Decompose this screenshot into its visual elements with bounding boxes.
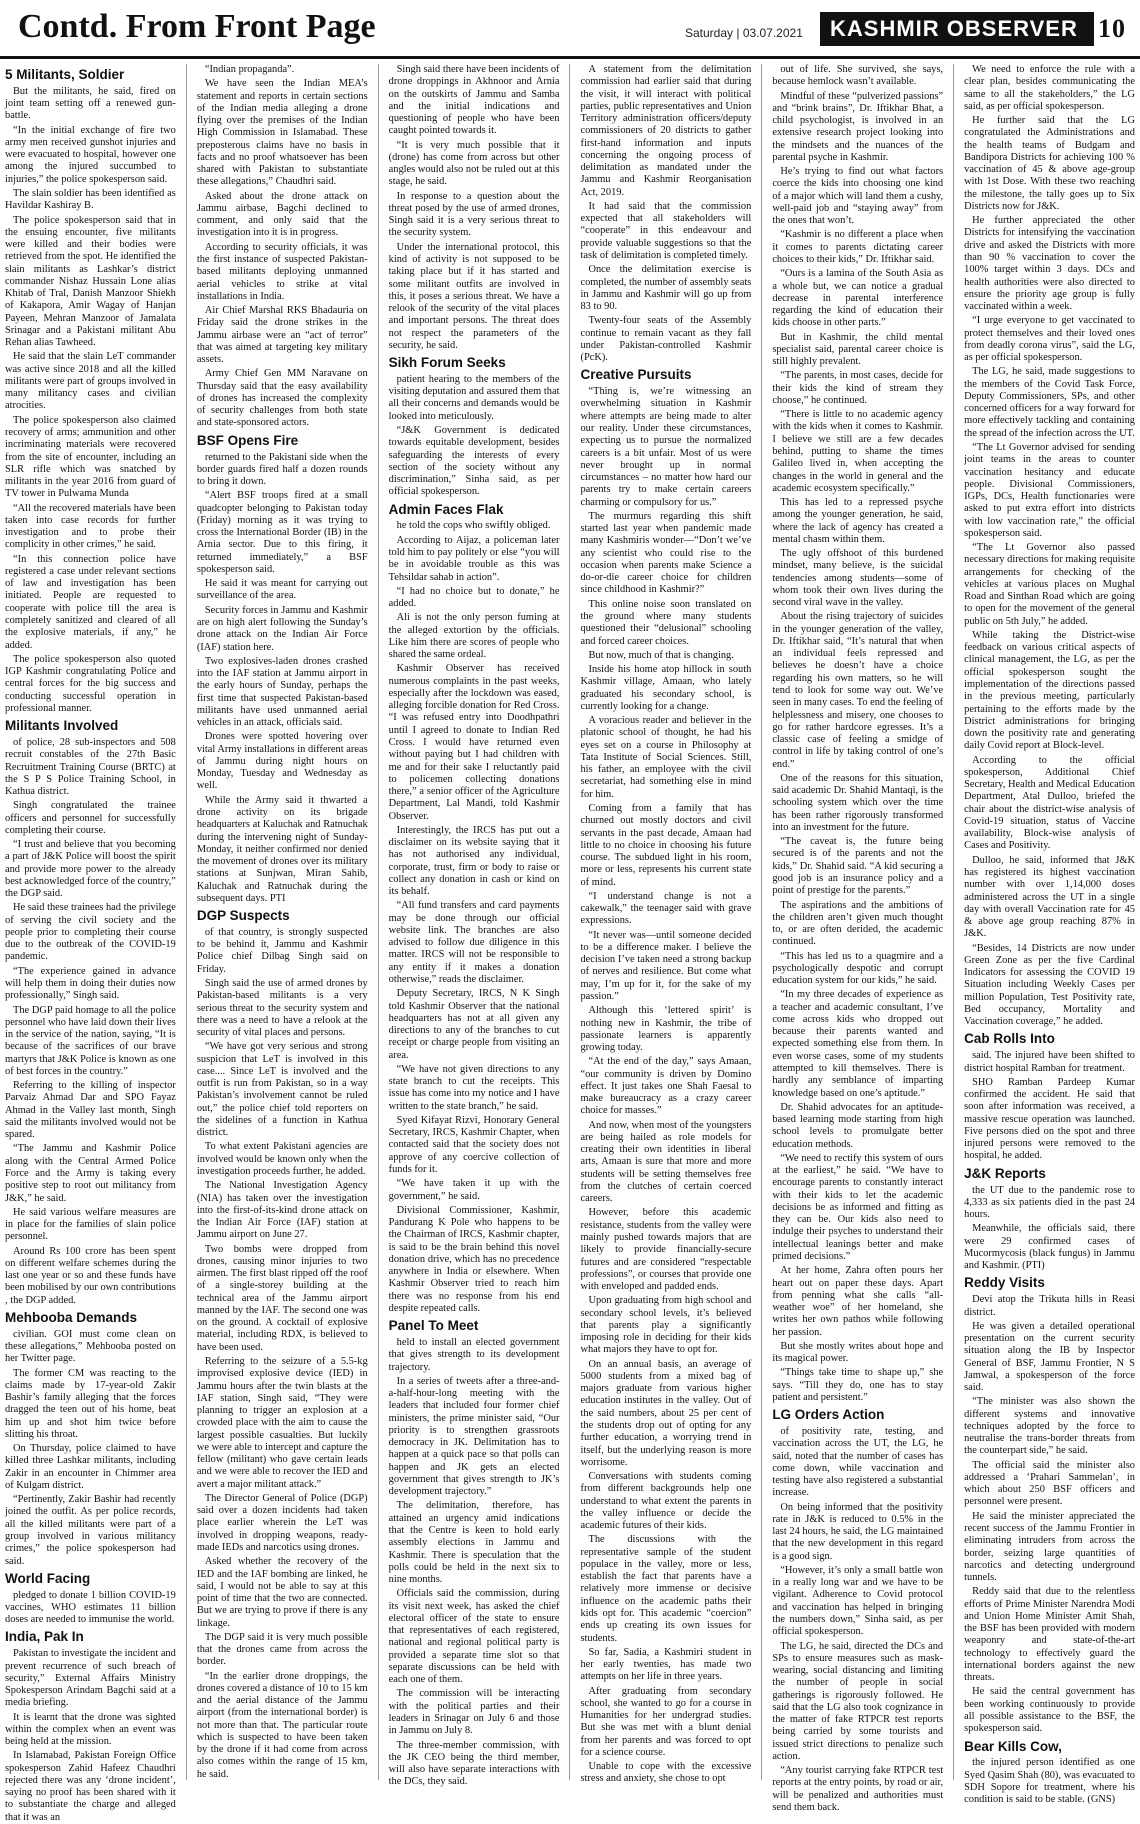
article-paragraph: “The experience gained in advance will help them in doing their duties now professionally,” Singh said. <box>5 965 176 1002</box>
article-paragraph: While taking the District-wise feedback on various critical aspects of clinical management, the LG, as per the official spokesperson sought the implementation of the directions passed in the previous meeting, particularly pertaining to the efforts made by the District administrations for bringing down the positivity rate and generating daily Covid report at Block-level. <box>964 629 1135 752</box>
article <box>772 1408 943 1814</box>
article-paragraph: Reddy said that due to the relentless efforts of Prime Minister Narendra Modi and Union Home Minister Amit Shah, the BSF has been provided with modern weaponry and state-of-the-art technology to effectively guard the international borders against the new threats. <box>964 1586 1135 1684</box>
article-paragraph: We have seen the Indian MEA’s statement and reports in certain sections of the Indian media alleging a drone flying over the premises of the Indian High Commission in Islamabad. These preposterous claims have no basis in facts and no proof whatsoever has been shared with Pakistan to substantiate these allegations,” Chaudhri said. <box>196 78 368 188</box>
news-column <box>5 64 176 1823</box>
article-heading: Militants Involved <box>5 718 119 734</box>
article <box>580 368 751 1785</box>
article-paragraph: Dr. Shahid advocates for an aptitude-based learning mode starting from high school levels to promulgate better education methods. <box>772 1101 944 1150</box>
article-paragraph: The discussions with the representative sample of the student populace in the valley, more or less, establish the fact that parents have a relatively more immense or decisive influence on the academic paths their kids opt for. This academic “coercion” ends up creating its own issues for students. <box>580 1534 752 1644</box>
news-column <box>197 64 368 1780</box>
article-paragraph: “Ours is a lamina of the South Asia as a whole but, we can notice a gradual decrease in parental interference regarding the kind of education their kids choose in other parts.” <box>772 268 944 329</box>
article-paragraph: Deputy Secretary, IRCS, N K Singh told Kashmir Observer that the national headquarters has not at all given any directions to any of the branches to cut receipt or charge people from visiting an area. <box>388 988 560 1061</box>
article-paragraph: He said it was meant for carrying out surveillance of the area. <box>196 578 368 602</box>
article-paragraph: Asked whether the recovery of the IED and the IAF bombing are linked, he said, I would not be able to say at this point of time that the two are connected. But we are trying to prove if there is any linkage. <box>196 1556 368 1629</box>
article-paragraph: But the militants, he said, fired on joint team setting off a renewed gun-battle. <box>5 85 176 122</box>
article-paragraph: The delimitation, therefore, has attained an urgency amid indications that the Centre is keen to hold early assembly elections in Jammu and Kashmir. There is speculation that the polls could be held in the next six to nine months. <box>388 1500 560 1586</box>
article-paragraph: After graduating from secondary school, she wanted to go for a course in Humanities for her undergrad studies. But she was met with a blunt denial from her parents and was forced to opt for a science course. <box>580 1685 752 1758</box>
news-column <box>772 64 944 1813</box>
article-paragraph: Air Chief Marshal RKS Bhadauria on Friday said the drone strikes in the Jammu airbase were an “act of terror” that was aimed at targeting key military assets. <box>196 305 368 366</box>
article-paragraph: “Pertinently, Zakir Bashir had recently joined the outfit. As per police records, all the killed militants were part of a group involved in various militancy crimes,” the police spokesperson had said. <box>5 1494 176 1567</box>
news-column <box>964 64 1135 1806</box>
article <box>389 503 560 1316</box>
article-paragraph: The police spokesperson also claimed recovery of arms; ammunition and other incriminating materials were recovered from the site of encounter, including an SLR rifle which was snatched by militants in the year 2016 from guard of TV tower in Pulwama Munda <box>5 414 176 500</box>
article-paragraph: “At the end of the day,” says Amaan, “our community is driven by Domino effect. It just takes one Shah Faesal to make bureaucracy as a crazy career choice for masses.” <box>580 1056 752 1117</box>
article-paragraph: While the Army said it thwarted a drone activity on its brigade headquarters at Kaluchak and Ratnuchak during the intervening night of Sunday-Monday, it neither confirmed nor denied the movement of drones over its military stations at Sunjwan, Miran Sahib, Kaluchak and Ratnuchak during the subsequent days. PTI <box>196 794 368 904</box>
article-paragraph: “Alert BSF troops fired at a small quadcopter belonging to Pakistan today (Friday) morning as it was trying to cross the International Border (IB) in the Arnia sector. Due to this firing, it returned immediately,” a BSF spokesperson said. <box>196 490 368 575</box>
article-heading: Reddy Visits <box>964 1275 1045 1291</box>
article-paragraph: “Kashmir is no different a place when it comes to parents dictating career choices to their kids,” Dr. Iftikhar said. <box>772 229 944 265</box>
article-paragraph: Drones were spotted hovering over vital Army installations in different areas of Jammu during night hours on Monday, Tuesday and Wednesday as well. <box>196 731 368 792</box>
article <box>5 1311 176 1568</box>
article-heading: India, Pak In <box>5 1629 84 1645</box>
article-paragraph: the UT due to the pandemic rose to 4,333 as six patients died in the past 24 hours. <box>964 1184 1135 1221</box>
article-paragraph: However, before this academic resistance, students from the valley were mainly pushed towards majors that are likely to provide financially-secure futures and are considered “respectable professions”, or courses that provide one with enveloped and padded ends. <box>580 1207 752 1293</box>
article-paragraph: Twenty-four seats of the Assembly continue to remain vacant as they fall under Pakistan-controlled Kashmir (PcK). <box>580 315 752 364</box>
article-paragraph: “Things take time to shape up,” she says. “Till they do, one has to stay patient and persistent.” <box>772 1367 944 1403</box>
article-paragraph: In response to a question about the threat posed by the use of armed drones, Singh said it is a very serious threat to the security system. <box>388 190 560 239</box>
article-paragraph: “All fund transfers and card payments may be done through our official website link. The branches are also advised to follow due diligence in this matter. IRCS will not be responsible to any entity if it makes a donation otherwise,” reads the disclaimer. <box>388 900 560 986</box>
article-paragraph: Kashmir Observer has received numerous complaints in the past weeks, especially after the lockdown was eased, alleging forcible donation for Red Cross. “I was refused entry into Doodhpathri until I agreed to donate to Indian Red Cross. I would have returned even without paying but I had children with me and for their sake I reluctantly paid to policemen collecting donations there,” a senior officer of the Agriculture Department, Lal Mandi, told Kashmir Observer. <box>388 663 560 822</box>
article <box>964 1276 1135 1735</box>
masthead <box>820 12 1130 46</box>
article-heading: 5 Militants, Soldier <box>5 67 125 82</box>
article-paragraph: At her home, Zahra often pours her heart out on paper these days. Apart from penning what she calls “all-weather woe” of her homeland, she writes her own pathos while following her passion. <box>772 1265 944 1338</box>
article-paragraph: He said the central government has been working continuously to provide all possible assistance to the BSF, the spokesperson said. <box>964 1686 1135 1735</box>
article <box>772 64 943 1404</box>
article-paragraph: returned to the Pakistani side when the border guards fired half a dozen rounds to bring it down. <box>196 451 368 488</box>
article-paragraph: On being informed that the positivity rate in J&K is reduced to 0.5% in the last 24 hours, he said, the LG maintained that the new development in this regard is a good sign. <box>772 1501 944 1562</box>
article-paragraph: “Any tourist carrying fake RTPCR test reports at the entry points, by road or air, will be penalized and authorities must send them back. <box>772 1765 944 1813</box>
article-paragraph: The DGP said it is very much possible that the drones came from across the border. <box>196 1631 368 1668</box>
article-paragraph: Mindful of these “pulverized passions” and “brink brains”, Dr. Iftikhar Bhat, a child psychologist, is involved in an extensive research project looking into the mindsets and the nuances of the parental psyche in Kashmir. <box>772 90 944 163</box>
article-paragraph: Ali is not the only person fuming at the alleged extortion by the officials. Like him there are scores of people who shared the same ordeal. <box>388 612 560 661</box>
article-paragraph: Around Rs 100 crore has been spent on different welfare schemes during the last one year or so and these funds have been mobilised by our own contributions , the DGP added. <box>5 1245 176 1306</box>
issue-date: Saturday | 03.07.2021 <box>685 26 803 40</box>
article-paragraph: “I urge everyone to get vaccinated to protect themselves and their loved ones from deadly corona virus”, said the LG, as per official spokesperson. <box>964 315 1135 364</box>
column-divider <box>761 64 762 1780</box>
article-paragraph: The Director General of Police (DGP) said over a dozen incidents had taken place earlier wherein the LeT was involved in dropping weapons, ready-made IEDs and narcotics using drones. <box>196 1492 368 1553</box>
article-paragraph: About the rising trajectory of suicides in the younger generation of the valley, Dr. Iftikhar said, “It’s natural that when an individual feels repressed and believes he doesn’t have a choice regarding his own matters, so he will tend to look for some way out. We’ve seen in many cases. To end the feeling of helplessness and misery, one chooses to go for rather hardcore egresses. It’s a classic case of feeling a smidge of control in life by taking control of one’s end.” <box>772 611 944 770</box>
article <box>5 68 176 715</box>
article-paragraph: “In the initial exchange of fire two army men received gunshot injuries and were evacuated to hospital, however one among the injured succumbed to injuries,” the police spokesperson said. <box>5 124 176 185</box>
article-paragraph: he told the cops who swiftly obliged. <box>396 520 551 532</box>
article-paragraph: Meanwhile, the officials said, there were 29 confirmed cases of Mucormycosis (black fungus) in Jammu and Kashmir. (PTI) <box>964 1223 1135 1272</box>
article-paragraph: A voracious reader and believer in the platonic school of thought, he had his eyes set on a course in Philosophy at Tata Institute of Social Sciences. Still, his father, an employee with the civil secretariat, had something else in mind for him. <box>580 715 752 800</box>
article <box>389 64 560 352</box>
column-divider <box>378 64 379 1780</box>
article-paragraph: Dulloo, he said, informed that J&K has registered its highest vaccination number with over 1,14,000 doses administered across the UT in a single day with overall Vaccination rate for 45 & above age group reaching 87% in J&K. <box>964 854 1135 940</box>
article-paragraph: said. The injured have been shifted to district hospital Ramban for treatment. <box>964 1050 1135 1074</box>
article-paragraph: “However, it’s only a small battle won in a really long war and we have to be vigilant. Adherence to Covid protocol and vaccination has helped in bringing the numbers down,” Sinha said, as per official spokesperson. <box>772 1564 944 1638</box>
article-paragraph: In Islamabad, Pakistan Foreign Office spokesperson Zahid Hafeez Chaudhri rejected there was any ‘drone incident’, saying no proof has been shared with it to substantiate the charge and alleged that it was an <box>5 1750 176 1823</box>
article-paragraph: But now, much of that is changing. <box>588 649 734 661</box>
article-paragraph: of that country, is strongly suspected to be behind it, Jammu and Kashmir Police chief Dilbag Singh said on Friday. <box>196 926 368 975</box>
article-heading: Bear Kills Cow, <box>964 1738 1062 1754</box>
article-paragraph: “I had no choice but to donate,” he added. <box>388 585 560 610</box>
article <box>197 434 368 905</box>
article-paragraph: the injured person identified as one Syed Qasim Shah (80), was evacuated to SDH Sopore for treatment, where his condition is said to be stable. (GNS) <box>964 1757 1135 1806</box>
article-paragraph: “We need to rectify this system of ours at the earliest,” he said. “We have to encourage parents to constantly interact with their kids to let the academic decisions be as informed and fitting as they can be. Our kids also need to indulge their psyches to understand their intellectual leanings better and make primed decisions.” <box>772 1152 944 1262</box>
article-paragraph: “In my three decades of experience as a teacher and academic consultant, I’ve come across kids who dropped out because their parents wanted and expected something else from them. In even worse cases, some of my students attempted to kill themselves. There is hardly any semblance of imparting knowledge based on one’s aptitude.” <box>772 989 944 1099</box>
article-paragraph: “The parents, in most cases, decide for their kids the kind of stream they choose,” he continued. <box>772 370 944 406</box>
article-paragraph: He said that the slain LeT commander was active since 2018 and all the killed militants were part of groups involved in many militancy cases and civilian atrocities. <box>5 351 176 412</box>
article-paragraph: On Thursday, police claimed to have killed three Lashkar militants, including Zakir in an encounter in Chimmer area of Kulgam district. <box>5 1443 176 1491</box>
article-paragraph: Two bombs were dropped from drones, causing minor injuries to two airmen. The first blast ripped off the roof of a single-storey building at the technical area of the Jammu airport manned by the IAF. The second one was on the ground. A cocktail of explosive material, including RDX, is believed to have been used. <box>196 1243 368 1353</box>
article-paragraph: The aspirations and the ambitions of the children aren’t given much thought to, or are often derided, the academic continued. <box>772 899 944 948</box>
article-heading: J&K Reports <box>964 1165 1046 1181</box>
article-paragraph: pledged to donate 1 billion COVID-19 vaccines, WHO estimates 11 billion doses are needed to immunise the world. <box>5 1589 176 1626</box>
article-paragraph: Referring to the killing of inspector Parvaiz Ahmad Dar and SPO Fayaz Ahmad in the Valley last month, Singh said the militants involved would not be spared. <box>5 1080 176 1141</box>
article-paragraph: This has led to a repressed psyche among the younger generation, he said, where the lack of agency has created a mental chasm within them. <box>772 497 944 545</box>
article-paragraph: A statement from the delimitation commission had earlier said that during the visit, it will interact with political parties, public representatives and Union Territory administration officers/deputy commissioners of 20 districts to gather first-hand information and inputs concerning the ongoing process of delimitation as mandated under the Jammu and Kashmir Reorganisation Act, 2019. <box>580 64 752 198</box>
article-paragraph: The three-member commission, with the JK CEO being the third member, will also have separate interactions with the DCs, they said. <box>388 1739 560 1788</box>
article <box>197 64 368 430</box>
article-paragraph: Coming from a family that has churned out mostly doctors and civil servants in the past decade, Amaan had little to no choice in choosing his future course. The subdued light in his room, more or less, represents his current state of mind. <box>580 802 752 888</box>
article-paragraph: Although this ‘lettered spirit’ is nothing new in Kashmir, the tribe of passionate learners is apparently growing today. <box>580 1005 752 1054</box>
article-paragraph: And now, when most of the youngsters are being hailed as role models for creating their own identities in liberal arts, Amaan is sure that more and more students will be setting themselves free from the clutches of certain coerced careers. <box>580 1119 752 1205</box>
article-heading: Sikh Forum Seeks <box>388 355 506 371</box>
article-paragraph: Singh said the use of armed drones by Pakistan-based militants is a very serious threat to the security system and there was a need to have a relook at the security of vital places and persons. <box>196 978 368 1039</box>
article-columns <box>5 64 1135 1823</box>
article-paragraph: “The minister was also shown the different systems and innovative techniques adopted by the force to neutralise the trans-border threats from the counterpart side,” he said. <box>964 1396 1135 1457</box>
article <box>197 909 368 1781</box>
article-paragraph: It is learnt that the drone was sighted within the complex when an event was being held at the mission. <box>5 1711 176 1748</box>
article-paragraph: of positivity rate, testing, and vaccination across the UT, the LG, he said, noted that the number of cases has come down, while vaccination and testing have also registered a substantial increase. <box>772 1426 944 1499</box>
article-paragraph: The police spokesperson also quoted IGP Kashmir congratulating Police and central forces for the big success and conducting successful operation in professional manner. <box>5 653 176 714</box>
article-paragraph: Officials said the commission, during its visit next week, has asked the chief electoral officer of the state to ensure that representatives of each registered, national and regional political party is provided a separate time slot so that separate discussions can be held with each one of them. <box>388 1588 560 1686</box>
article-heading: World Facing <box>5 1570 91 1586</box>
column-divider <box>569 64 570 1780</box>
article-paragraph: He said the minister appreciated the recent success of the Jammu Frontier in eliminating intruders from across the border, seizing large quantities of narcotics and detecting underground tunnels. <box>964 1510 1135 1584</box>
article-paragraph: Army Chief Gen MM Naravane on Thursday said that the easy availability of drones has increased the complexity of security challenges from both state and state-sponsored actors. <box>196 368 368 429</box>
article-paragraph: “There is little to no academic agency with the kids when it comes to Kashmir. I believe we still are a few decades behind, putting to shame the times Galileo lived in, when accepting the changes in the world in general and the academic ecosystem specifically.” <box>772 409 944 494</box>
article-paragraph: Referring to the seizure of a 5.5-kg improvised explosive device (IED) in Jammu hours after the twin blasts at the IAF station, Singh said, “They were planning to trigger an explosion at a crowded place with the aim to cause the largest possible casualties. But luckily we were able to intercept and capture the fellow (militant) who gave certain leads and we were able to recover the IED and avert a major militant attack.” <box>196 1355 368 1490</box>
article-paragraph: On an annual basis, an average of 5000 students from a mixed bag of majors graduate from various higher education institutes in the valley. Out of the said numbers, about 25 per cent of the students drop out of opting for any further education, a worrying trend in itself, but the underlying reason is more worrisome. <box>580 1358 752 1468</box>
article <box>5 1572 176 1627</box>
article-paragraph: According to security officials, it was the first instance of suspected Pakistan-based militants deploying unmanned aerial vehicles to strike at vital installations in India. <box>196 241 368 302</box>
article <box>389 356 560 499</box>
article-paragraph: “This has led us to a quagmire and a psychologically despotic and corrupt education system for our kids,” he said. <box>772 950 944 987</box>
article-paragraph: He said these trainees had the privilege of serving the civil society and the people prior to completing their course due to the outbreak of the COVID-19 pandemic. <box>5 902 176 963</box>
page-header <box>0 0 1140 59</box>
article-paragraph: The official said the minister also addressed a ‘Prahari Sammelan’, in which about 250 BSF officers and personnel were present. <box>964 1459 1135 1508</box>
article-paragraph: “In this connection police have registered a case under relevant sections of law and investigation has been initiated. People are requested to cooperate with police till the area is completely sanitized and cleared of all the explosive materials, if any,” he added. <box>5 553 176 651</box>
article-paragraph: But in Kashmir, the child mental specialist said, parental career choice is still highly prevalent. <box>772 331 944 368</box>
article-paragraph: The LG, he said, made suggestions to the members of the Covid Task Force, Deputy Commissioners, SPs, and other concerned officers for a way forward for more effectively tackling and containing the spread of the infection across the UT. <box>964 366 1135 439</box>
article-paragraph: “The Jammu and Kashmir Police along with the Central Armed Police Force and the Army is taking every positive step to root out militancy from J&K,” he said. <box>5 1143 176 1204</box>
article-paragraph: The slain soldier has been identified as Havildar Kashiray B. <box>5 187 176 212</box>
article-heading: Creative Pursuits <box>580 367 692 383</box>
article-paragraph: The police spokesperson said that in the ensuing encounter, five militants were killed and their bodies were retrieved from the spot. He identified the slain militants as Lashkar’s district commander Nishaz Hussain Lone alias Khitab of Tral, Danish Manzoor Shiekh of Kakapora, Amir Wagay of Hanjan Payeen, Mehran Manzoor of Jamalata Srinagar and a Pakistani militant Abu Rehan alias Tawheed. <box>5 214 176 349</box>
article-paragraph: The former CM was reacting to the claims made by 17-year-old Zakir Bashir’s family alleging that the forces dragged the teen out of his home, beat him up and shot him twice before slitting his throat. <box>5 1367 176 1440</box>
article-paragraph: Security forces in Jammu and Kashmir are on high alert following the Sunday’s drone attack on the Indian Air Force (IAF) station here. <box>196 604 368 653</box>
article-paragraph: He further appreciated the other Districts for intensifying the vaccination drive and asked the Districts with more than 90 % vaccination to cover the 100% target within 3 days. DCs and health authorities were also directed to ensure the priority age group is fully vaccinated within a week. <box>964 215 1135 313</box>
article-paragraph: In a series of tweets after a three-and-a-half-hour-long meeting with the leaders that included four former chief ministers, the prime minister said, “Our priority is to strengthen grassroots democracy in JK. Delimitation has to happen at a quick pace so that polls can happen and JK gets an elected government that gives strength to JK’s development trajectory.” <box>388 1375 560 1498</box>
article-paragraph: To what extent Pakistani agencies are involved would be known only when the investigation proceeds further, he added. <box>196 1141 368 1177</box>
article-paragraph: But she mostly writes about hope and its magical power. <box>772 1340 944 1365</box>
article-paragraph: The ugly offshoot of this burdened mindset, many believe, is the suicidal tendencies among students—some of whom took their own lives during the second viral wave in the valley. <box>772 548 944 609</box>
article-paragraph: Pakistan to investigate the incident and prevent recurrence of such breach of security,” External Affairs Ministry Spokesperson Arindam Bagchi said at a media briefing. <box>5 1648 176 1709</box>
article-heading: Mehbooba Demands <box>5 1309 138 1325</box>
article-paragraph: Under the international protocol, this kind of activity is not supposed to be taking place but if it has started and some militant outfits are involved in this, it poses a serious threat. We have a relook of the security of the vital places and important persons. The threat does not respect the parameters of the security, he said. <box>388 241 560 351</box>
article-paragraph: “We have got very serious and strong suspicion that LeT is involved in this case.... Since LeT is involved and the outfit is run from Pakistan, so in a way Pakistan’s involvement cannot be ruled out,” the police chief told reporters on the sidelines of a function in Kathua district. <box>196 1041 368 1139</box>
article-heading: Cab Rolls Into <box>964 1031 1055 1047</box>
article-paragraph: Interestingly, the IRCS has put out a disclaimer on its website saying that it has not authorised any individual, corporate, trust, firm or body to raise or collect any donation in cash or kind on its behalf. <box>388 824 560 898</box>
page-number: 10 <box>1094 12 1130 46</box>
article-heading: Admin Faces Flak <box>388 501 504 517</box>
article-paragraph: patient hearing to the members of the visiting deputation and assured them that all their concerns and demands would be looked into meticulously. <box>388 373 560 422</box>
article-paragraph: It had said that the commission expected that all stakeholders will “cooperate” in this endeavour and provide valuable suggestions so that the task of delimitation is completed timely. <box>580 200 752 261</box>
article-paragraph: Unable to cope with the excessive stress and anxiety, she chose to opt <box>580 1761 752 1785</box>
article <box>389 1319 560 1788</box>
article-paragraph: Once the delimitation exercise is completed, the number of assembly seats in Jammu and Kashmir will go up from 83 to 90. <box>580 264 752 313</box>
article-paragraph: Two explosives-laden drones crashed into the IAF station at Jammu airport in the early hours of Sunday, perhaps the first time that suspected Pakistan-based militants have used unmanned aerial vehicles in an attack, officials said. <box>196 655 368 729</box>
article-paragraph: “Besides, 14 Districts are now under Green Zone as per the five Cardinal Indicators for assessing the COVID 19 Situation including Weekly Cases per million Population, Test Positivity rate, Bed occupancy, Mortality and Vaccination coverage,” he added. <box>964 942 1135 1028</box>
article-paragraph: Upon graduating from high school and secondary school levels, it’s believed that parents play a significantly imposing role in deciding for their kids what majors they have to opt for. <box>580 1295 752 1356</box>
article <box>964 1167 1135 1273</box>
article-paragraph: We need to enforce the rule with a clear plan, besides communicating the same to all the stakeholders,” the LG said, as per official spokesperson. <box>964 64 1135 112</box>
article <box>964 1032 1135 1162</box>
article-paragraph: The National Investigation Agency (NIA) has taken over the investigation into the first-of-its-kind drone attack on the Indian Air Force (IAF) station at Jammu airport on June 27. <box>196 1180 368 1241</box>
article-paragraph: According to the official spokesperson, Additional Chief Secretary, Health and Medical Education Department, Atal Dulloo, briefed the chair about the district-wise analysis of Covid-19 situation, status of Vaccine availability, Block-wise analysis of Cases and Positivity. <box>964 754 1135 852</box>
article-paragraph: Syed Kifayat Rizvi, Honorary General Secretary, IRCS, Kashmir Chapter, when contacted said that the society does not approve of any coercive collection of funds for it. <box>388 1114 560 1175</box>
article-paragraph: “Indian propaganda”. <box>204 64 295 75</box>
article-paragraph: According to Aijaz, a policeman later told him to pay politely or else “you will be in avoidable trouble as this was Tehsildar sahab in action”. <box>388 534 560 583</box>
article-paragraph: Devi atop the Trikuta hills in Reasi district. <box>964 1294 1135 1318</box>
news-column <box>580 64 752 1785</box>
article-paragraph: civilian. GOI must come clean on these allegations,” Mehbooba posted on her Twitter page. <box>5 1328 176 1365</box>
article-paragraph: He said various welfare measures are in place for the families of slain police personnel. <box>5 1206 176 1243</box>
article-paragraph: Divisional Commissioner, Kashmir, Pandurang K Pole who happens to be the Chairman of IRCS, Kashmir chapter, is said to be the brain behind this novel donation drive, which has no precedence anywhere in India or elsewhere. When Kashmir Observer tried to reach him there was no response from his end despite repeated calls. <box>388 1204 560 1314</box>
section-title: Contd. From Front Page <box>18 8 376 45</box>
article-paragraph: Singh said there have been incidents of drone droppings in Akhnoor and Arnia on the outskirts of Jammu and Samba and the initial indications and questioning of people who have been caught pointed towards it. <box>388 64 560 137</box>
article <box>964 64 1135 1028</box>
article-heading: Panel To Meet <box>388 1318 479 1334</box>
article-paragraph: “Thing is, we’re witnessing an overwhelming situation in Kashmir where attempts are being made to alter our reality. Under these circumstances, expecting us to pursue the normalized careers is a bit unfair. Most of us were never brought up in normal circumstances – no matter how hard our parents try to make certain careers charming or compulsory for us.” <box>580 386 752 508</box>
article-paragraph: Inside his home atop hillock in south Kashmir village, Amaan, who lately graduated his secondary school, is currently looking for a change. <box>580 664 752 712</box>
brand-name: KASHMIR OBSERVER <box>830 16 1078 41</box>
article-paragraph: “I understand change is not a cakewalk,” the teenager said with grave expressions. <box>580 890 752 927</box>
article-paragraph: So far, Sadia, a Kashmiri student in her early twenties, has made two attempts on her life in three years. <box>580 1646 752 1683</box>
article-paragraph: One of the reasons for this situation, said academic Dr. Shahid Mantaqi, is the schooling system which over the time has been rather rigorously transformed into an investment for the future. <box>772 772 944 833</box>
article <box>964 1740 1135 1807</box>
article-paragraph: He further said that the LG congratulated the Administrations and the health teams of Budgam and Bandipora Districts for achieving 100 % vaccination of 45 & above age-group with 1st Dose. With these two reaching the milestone, the tally goes up to Six Districts now for J&K. <box>964 115 1135 212</box>
article-paragraph: “In the earlier drone droppings, the drones covered a distance of 10 to 15 km and the aerial distance of the Jammu airport (from the international border) is not more than that. The particular route which is suspected to have been taken by the drone if it had come from across also comes within the range of 15 km, he said. <box>196 1670 368 1780</box>
article-paragraph: This online noise soon translated on the ground where many students questioned their “delusional” schooling and forced career choices. <box>580 598 752 647</box>
article-paragraph: “All the recovered materials have been taken into case records for further investigation and to probe their complicity in other crimes,” he said. <box>5 502 176 551</box>
article-paragraph: He was given a detailed operational presentation on the current security situation along the IB by Inspector General of BSF, Jammu Frontier, N S Jamwal, a spokesperson of the force said. <box>964 1320 1135 1394</box>
article <box>580 64 751 364</box>
article-paragraph: The LG, he said, directed the DCs and SPs to ensure measures such as mask-wearing, social distancing and limiting the number of people in social gatherings is rigorously followed. He said that the LG also took cognizance in the matter of fake RTPCR test reports being carried by some tourists and issued strict directions to penalize such action. <box>772 1640 944 1762</box>
news-column <box>388 64 560 1788</box>
article-paragraph: held to install an elected government that gives strength to its development trajectory. <box>388 1337 560 1373</box>
article-paragraph: “It never was—until someone decided to be a difference maker. I believe the decision I’ve taken need a strong backup of nerves and resilience. But come what may, I’m up for it, for the sake of my passion.” <box>580 929 752 1002</box>
article-paragraph: The murmurs regarding this shift started last year when pandemic made many Kashmiris wonder—“Don’t we’ve any scientist who could rise to the occasion when parents make Science a do-or-die career choice for children since childhood in Kashmir?” <box>580 510 752 596</box>
article-paragraph: “I trust and believe that you becoming a part of J&K Police will boost the spirit and provide more power to the already best acknowledged force of the country,” the DGP said. <box>5 839 176 900</box>
article-paragraph: out of life. She survived, she says, because hemlock wasn’t available. <box>772 64 944 88</box>
article-heading: LG Orders Action <box>772 1407 885 1423</box>
article-paragraph: “The Lt Governor also passed necessary directions for making requisite arrangements for checking of the vehicles at various places on Mughal Road and Sinthan Road which are going to open for the movement of the general public on 5th July,” he added. <box>964 542 1135 627</box>
column-divider <box>953 64 954 1780</box>
article-paragraph: Asked about the drone attack on Jammu airbase, Bagchi declined to comment, and only said that the investigation into it is in progress. <box>196 190 368 239</box>
article-heading: DGP Suspects <box>196 908 290 924</box>
article-paragraph: SHO Ramban Pardeep Kumar confirmed the accident. He said that soon after information was received, a massive rescue operation was launched. Five persons died on the spot and three injured persons were removed to the hospital, he added. <box>964 1076 1135 1162</box>
article-paragraph: “We have not given directions to any state branch to cut the receipts. This issue has come into my notice and I have written to the state branch,” he said. <box>388 1063 560 1112</box>
article-paragraph: “J&K Government is dedicated towards equitable development, besides safeguarding the interests of every section of the society without any discrimination,” Sinha said, as per official spokesperson. <box>388 425 560 498</box>
article-paragraph: Conversations with students coming from different backgrounds help one understand to what extent the parents in the valley influence or decide the academic futures of their kids. <box>580 1471 752 1532</box>
article-paragraph: He’s trying to find out what factors coerce the kids into choosing one kind of a major which will land them a cushy, well-paid job and “staying away” from the ones that won’t. <box>772 166 944 227</box>
article-paragraph: “The caveat is, the future being secured is of the parents and not the kids,” Dr. Shahid said. “A kid securing a good job is an insurance policy and a point of prestige for the parents.” <box>772 836 944 897</box>
article <box>5 719 176 1307</box>
article-paragraph: The commission will be interacting with the political parties and their leaders in Srinagar on July 6 and those in Jammu on July 8. <box>388 1688 560 1737</box>
article-heading: BSF Opens Fire <box>196 432 299 448</box>
article-paragraph: The DGP paid homage to all the police personnel who have laid down their lives in the service of the nation, saying, “It is because of the sacrifices of our brave martyrs that J&K Police is known as one of best forces in the country.” <box>5 1004 176 1077</box>
column-divider <box>186 64 187 1780</box>
article-paragraph: “It is very much possible that it (drone) has come from across but other angles would also not be ruled out at this stage, he said. <box>388 139 560 188</box>
article-paragraph: “The Lt Governor advised for sending joint teams in the areas to counter vaccination hesitancy and educate people. Divisional Commissioners, IGPs, DCs, Health functionaries were asked to put extra effort into districts with low vaccination rate,” the official spokesperson said. <box>964 441 1135 539</box>
article-paragraph: Singh congratulated the trainee officers and personnel for successfully completing their course. <box>5 800 176 836</box>
article-paragraph: of police, 28 sub-inspectors and 508 recruit constables of the 27th Basic Recruitment Training Course (BRTC) at the S P S Police Training School, in Kathua district. <box>5 736 176 798</box>
article-paragraph: “We have taken it up with the government,” he said. <box>388 1178 560 1202</box>
article <box>5 1630 176 1824</box>
